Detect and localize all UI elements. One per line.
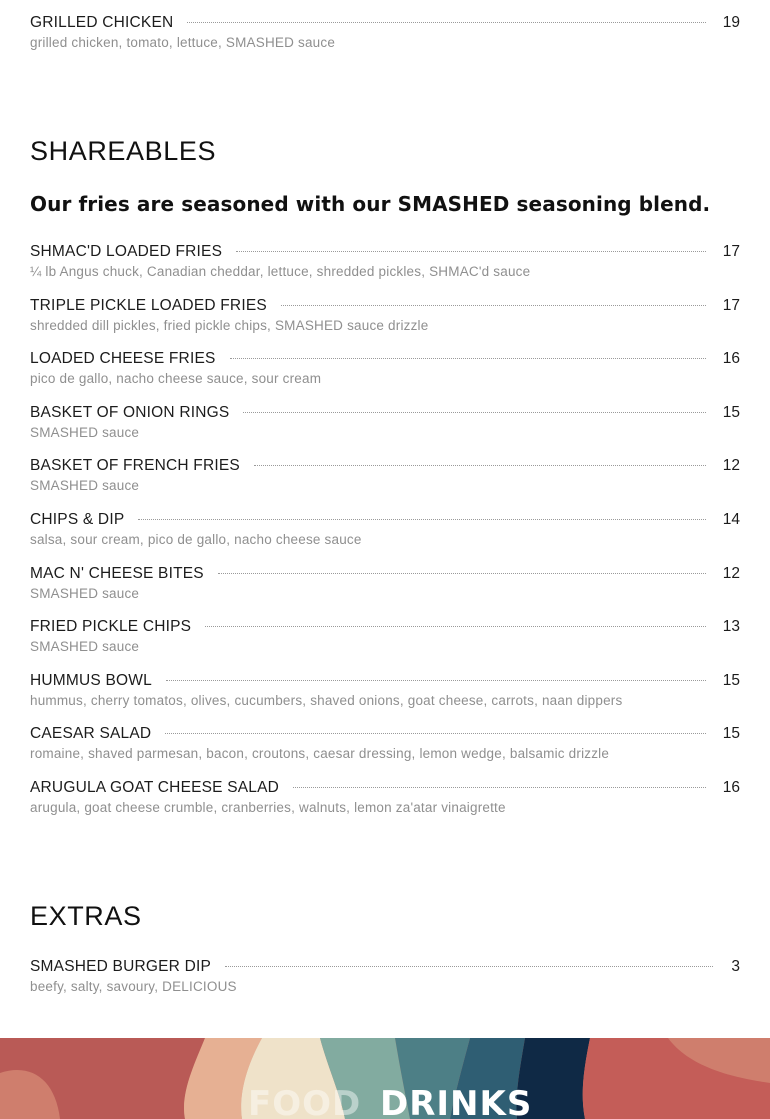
dotted-leader: [254, 465, 706, 466]
menu-item: [30, 672, 740, 708]
menu-item: [30, 511, 740, 547]
item-name: LOADED CHEESE FRIES: [30, 350, 216, 367]
menu-item: [30, 457, 740, 493]
dotted-leader: [218, 573, 706, 574]
item-price: 19: [722, 14, 740, 31]
item-name: BASKET OF ONION RINGS: [30, 404, 230, 421]
item-description: SMASHED sauce: [30, 478, 140, 493]
bottom-nav-banner: [0, 1038, 770, 1119]
item-name: HUMMUS BOWL: [30, 672, 152, 689]
dotted-leader: [225, 966, 713, 967]
item-description: SMASHED sauce: [30, 425, 140, 440]
menu-item: [30, 297, 740, 333]
item-price: 17: [722, 243, 740, 260]
item-price: 16: [722, 350, 740, 367]
item-name: FRIED PICKLE CHIPS: [30, 618, 192, 635]
dotted-leader: [281, 305, 706, 306]
menu-item: [30, 243, 740, 279]
menu-item: [30, 779, 740, 815]
item-description: SMASHED sauce: [30, 586, 140, 601]
item-name: CHIPS & DIP: [30, 511, 125, 528]
item-name: SMASHED BURGER DIP: [30, 958, 212, 975]
item-description: ¼ lb Angus chuck, Canadian cheddar, lettuce, shredded pickles, SHMAC'd sauce: [30, 264, 531, 279]
item-price: 12: [722, 457, 740, 474]
tab-drinks[interactable]: DRINKS: [380, 1084, 533, 1119]
item-price: 3: [731, 958, 740, 975]
dotted-leader: [166, 680, 706, 681]
dotted-leader: [187, 22, 706, 23]
item-price: 13: [722, 618, 740, 635]
item-price: 15: [722, 404, 740, 421]
item-description: hummus, cherry tomatos, olives, cucumbers, shaved onions, goat cheese, carrots, naan dippers: [30, 693, 623, 708]
menu-item: [30, 725, 740, 761]
dotted-leader: [293, 787, 706, 788]
item-name: MAC N' CHEESE BITES: [30, 565, 204, 582]
item-description: beefy, salty, savoury, DELICIOUS: [30, 979, 237, 994]
item-price: 15: [722, 725, 740, 742]
item-description: arugula, goat cheese crumble, cranberries, walnuts, lemon za'atar vinaigrette: [30, 800, 506, 815]
section-title-shareables: SHAREABLES: [30, 136, 217, 166]
menu-item: [30, 618, 740, 654]
menu-item: [30, 958, 740, 994]
menu-item: [30, 565, 740, 601]
item-description: shredded dill pickles, fried pickle chips, SMASHED sauce drizzle: [30, 318, 429, 333]
item-price: 14: [722, 511, 740, 528]
item-price: 15: [722, 672, 740, 689]
dotted-leader: [236, 251, 706, 252]
dotted-leader: [165, 733, 706, 734]
dotted-leader: [205, 626, 706, 627]
item-description: grilled chicken, tomato, lettuce, SMASHED sauce: [30, 35, 336, 50]
menu-item: [30, 350, 740, 386]
item-price: 16: [722, 779, 740, 796]
section-note: Our fries are seasoned with our SMASHED seasoning blend.: [30, 192, 711, 216]
menu-item-grilled-chicken: [30, 14, 740, 50]
tab-food[interactable]: FOOD: [248, 1084, 362, 1119]
dotted-leader: [230, 358, 706, 359]
item-name: SHMAC'D LOADED FRIES: [30, 243, 223, 260]
item-description: romaine, shaved parmesan, bacon, croutons, caesar dressing, lemon wedge, balsamic drizzle: [30, 746, 610, 761]
dotted-leader: [243, 412, 706, 413]
item-name: CAESAR SALAD: [30, 725, 152, 742]
item-description: salsa, sour cream, pico de gallo, nacho cheese sauce: [30, 532, 362, 547]
section-title-extras: EXTRAS: [30, 901, 142, 931]
item-name: ARUGULA GOAT CHEESE SALAD: [30, 779, 280, 796]
menu-item: [30, 404, 740, 440]
dotted-leader: [138, 519, 706, 520]
item-description: pico de gallo, nacho cheese sauce, sour cream: [30, 371, 322, 386]
item-description: SMASHED sauce: [30, 639, 140, 654]
item-name: TRIPLE PICKLE LOADED FRIES: [30, 297, 267, 314]
item-price: 17: [722, 297, 740, 314]
item-name: GRILLED CHICKEN: [30, 14, 174, 31]
item-price: 12: [722, 565, 740, 582]
item-name: BASKET OF FRENCH FRIES: [30, 457, 240, 474]
